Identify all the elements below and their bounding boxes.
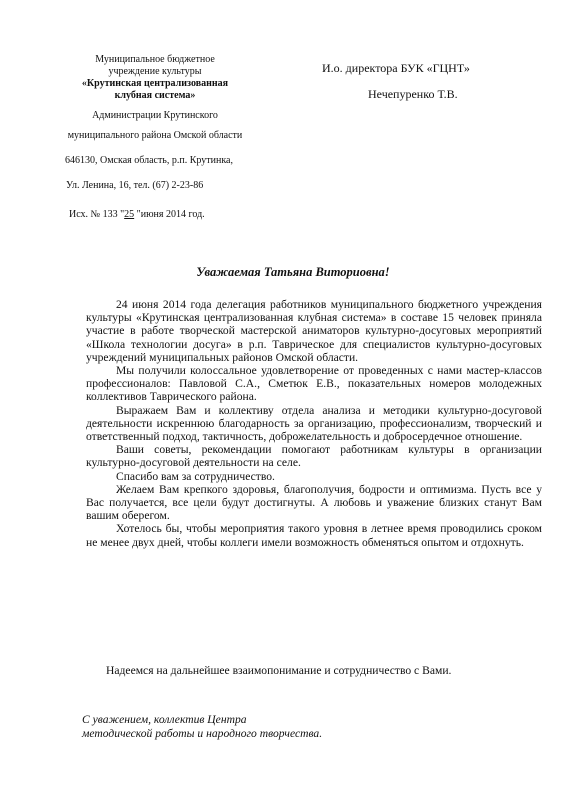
- signature-line: методической работы и народного творчества.: [82, 727, 323, 740]
- signature-block: [82, 713, 322, 741]
- signature-line: С уважением, коллектив Центра: [82, 713, 247, 726]
- sender-org-line: учреждение культуры: [108, 66, 202, 77]
- outgoing-number: [69, 209, 205, 220]
- sender-address-line: 646130, Омская область, р.п. Крутинка,: [65, 155, 233, 166]
- sender-org-line: Муниципальное бюджетное: [95, 54, 215, 65]
- sender-address-line: Ул. Ленина, 16, тел. (67) 2-23-86: [66, 180, 204, 191]
- body-paragraph: Ваши советы, рекомендации помогают работникам культуры в организации культурно-досуговой деятельности на селе.: [86, 443, 542, 470]
- sender-block: [40, 54, 270, 192]
- outgoing-day: 25: [124, 209, 135, 220]
- letter-body: [86, 298, 542, 549]
- sender-org-name: «Крутинская централизованная: [81, 78, 229, 89]
- outgoing-suffix: "июня 2014 год.: [134, 209, 205, 220]
- sender-admin-line: муниципального района Омской области: [67, 130, 243, 141]
- sender-org-name: клубная система»: [114, 90, 196, 101]
- body-paragraph: Хотелось бы, чтобы мероприятия такого уровня в летнее время проводились сроком не менее двух дней, чтобы коллеги имели возможность обменяться опытом и отдохнуть.: [86, 522, 542, 549]
- outgoing-prefix: Исх. № 133 ": [69, 209, 125, 220]
- greeting: Уважаемая Татьяна Виториовна!: [196, 265, 390, 279]
- body-paragraph: Желаем Вам крепкого здоровья, благополучия, бодрости и оптимизма. Пусть все у Вас получается, все цели будут достигнуты. А любовь и уважение близких станут Вам вашим оберегом.: [86, 482, 542, 523]
- recipient-title: И.о. директора БУК «ГЦНТ»: [322, 61, 470, 75]
- body-paragraph: Выражаем Вам и коллективу отдела анализа и методики культурно-досуговой деятельности искреннюю благодарность за организацию, профессионализм, творческий и ответственный подход, тактичность, доброжелательность и добросердечное отношение.: [86, 403, 542, 444]
- recipient-name: Нечепуренко Т.В.: [368, 87, 458, 101]
- sender-admin-line: Администрации Крутинского: [92, 110, 218, 121]
- body-paragraph: 24 июня 2014 года делегация работников муниципального бюджетного учреждения культуры «Крутинская централизованная клубная система» в составе 15 человек приняла участие в работе творческой мастерской аниматоров культурно-досуговых мероприятий «Школа технологии досуга» в р.п. Таврическое для специалистов культурно-досуговых учреждений муниципальных районов Омской области.: [86, 298, 542, 364]
- body-paragraph: Мы получили колоссальное удовлетворение от проведенных с нами мастер-классов профессионалов: Павловой С.А., Сметюк Е.В., показательных номеров молодежных коллективов Таврического района.: [86, 364, 542, 404]
- recipient-block: [322, 61, 532, 101]
- body-paragraph: Спасибо вам за сотрудничество.: [116, 469, 275, 483]
- closing-line: Надеемся на дальнейшее взаимопонимание и сотрудничество с Вами.: [106, 664, 452, 677]
